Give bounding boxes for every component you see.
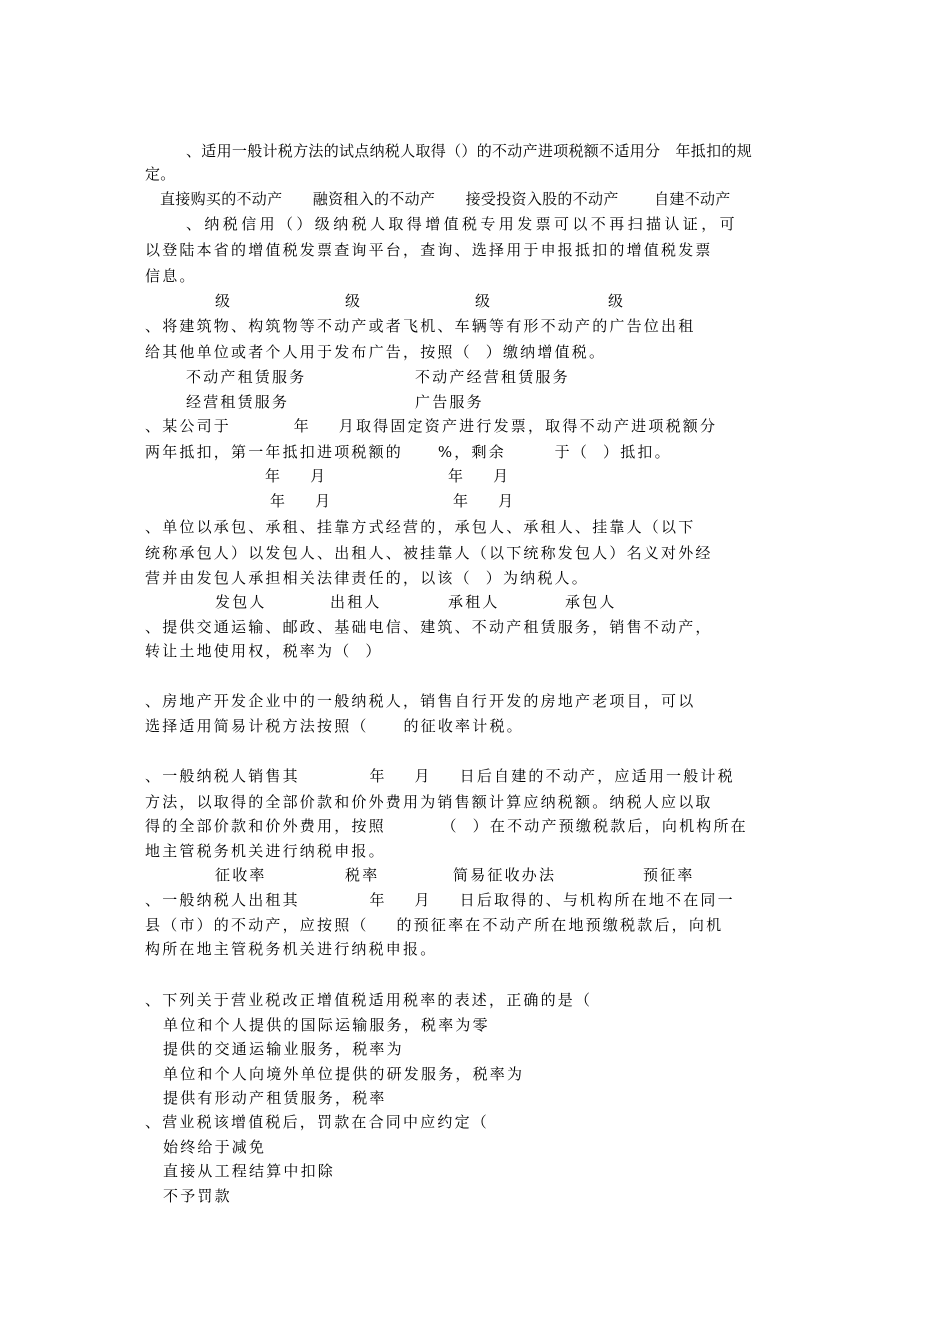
q5-line-3: 营并由发包人承担相关法律责任的，以该（ ）为纳税人。 bbox=[145, 569, 589, 587]
q8-line-1: 、一般纳税人销售其 年 月 日后自建的不动产，应适用一般计税 bbox=[145, 767, 735, 785]
q2-line-2: 以登陆本省的增值税发票查询平台，查询、选择用于申报抵扣的增值税发票 bbox=[145, 241, 713, 259]
q4-option-c: 年 月 bbox=[270, 492, 333, 510]
q5-line-1: 、单位以承包、承租、挂靠方式经营的，承包人、承租人、挂靠人（以下 bbox=[145, 518, 696, 536]
q10-option-a: 单位和个人提供的国际运输服务，税率为零 bbox=[163, 1016, 490, 1034]
q11-option-a: 始终给于减免 bbox=[163, 1138, 267, 1156]
q6-line-1: 、提供交通运输、邮政、基础电信、建筑、不动产租赁服务，销售不动产， bbox=[145, 618, 713, 636]
q9-line-2: 县（市）的不动产，应按照（ 的预征率在不动产所在地预缴税款后，向机 bbox=[145, 916, 724, 934]
q5-option-d: 承包人 bbox=[565, 593, 617, 611]
q3-option-a: 不动产租赁服务 bbox=[186, 368, 307, 386]
q11-line-1: 、营业税该增值税后，罚款在合同中应约定（ bbox=[145, 1113, 490, 1131]
q8-option-b: 税率 bbox=[345, 866, 380, 884]
q2-line-3: 信息。 bbox=[145, 267, 197, 285]
q8-option-d: 预征率 bbox=[643, 866, 695, 884]
q8-line-3: 得的全部价款和价外费用，按照 （ ）在不动产预缴税款后，向机构所在 bbox=[145, 817, 748, 835]
q8-option-a: 征收率 bbox=[215, 866, 267, 884]
q8-line-4: 地主管税务机关进行纳税申报。 bbox=[145, 842, 386, 860]
q7-line-1: 、房地产开发企业中的一般纳税人，销售自行开发的房地产老项目，可以 bbox=[145, 692, 696, 710]
q4-option-a: 年 月 bbox=[265, 467, 328, 485]
q4-option-b: 年 月 bbox=[448, 467, 511, 485]
q2-line-1: 、纳税信用（）级纳税人取得增值税专用发票可以不再扫描认证，可 bbox=[186, 215, 739, 233]
q3-option-d: 广告服务 bbox=[415, 393, 484, 411]
q9-line-3: 构所在地主管税务机关进行纳税申报。 bbox=[145, 940, 438, 958]
q11-option-c: 不予罚款 bbox=[163, 1187, 232, 1205]
q5-option-c: 承租人 bbox=[448, 593, 500, 611]
q4-option-d: 年 月 bbox=[453, 492, 516, 510]
q7-line-2: 选择适用简易计税方法按照（ 的征收率计税。 bbox=[145, 717, 524, 735]
q1-line-2: 定。 bbox=[145, 165, 176, 183]
q2-option-a: 级 bbox=[215, 292, 233, 310]
q8-line-2: 方法，以取得的全部价款和价外费用为销售额计算应纳税额。纳税人应以取 bbox=[145, 793, 713, 811]
q9-line-1: 、一般纳税人出租其 年 月 日后取得的、与机构所在地不在同一 bbox=[145, 891, 735, 909]
q8-option-c: 简易征收办法 bbox=[453, 866, 557, 884]
q4-line-2: 两年抵扣，第一年抵扣进项税额的 %，剩余 于（ ）抵扣。 bbox=[145, 443, 672, 461]
q3-option-b: 不动产经营租赁服务 bbox=[415, 368, 570, 386]
q3-line-1: 、将建筑物、构筑物等不动产或者飞机、车辆等有形不动产的广告位出租 bbox=[145, 317, 696, 335]
q10-option-c: 单位和个人向境外单位提供的研发服务，税率为 bbox=[163, 1065, 525, 1083]
q4-line-1: 、某公司于 年 月取得固定资产进行发票，取得不动产进项税额分 bbox=[145, 417, 718, 435]
q6-line-2: 转让土地使用权，税率为（ ） bbox=[145, 642, 383, 660]
q10-option-b: 提供的交通运输业服务，税率为 bbox=[163, 1040, 404, 1058]
q5-option-a: 发包人 bbox=[215, 593, 267, 611]
q2-option-c: 级 bbox=[475, 292, 493, 310]
q5-option-b: 出租人 bbox=[330, 593, 382, 611]
q3-line-2: 给其他单位或者个人用于发布广告，按照（ ）缴纳增值税。 bbox=[145, 343, 607, 361]
q10-option-d: 提供有形动产租赁服务，税率 bbox=[163, 1089, 387, 1107]
q1-options: 直接购买的不动产 融资租入的不动产 接受投资入股的不动产 自建不动产 bbox=[160, 190, 731, 208]
q3-option-c: 经营租赁服务 bbox=[186, 393, 290, 411]
q2-option-d: 级 bbox=[608, 292, 626, 310]
q1-line-1: 、适用一般计税方法的试点纳税人取得（）的不动产进项税额不适用分 年抵扣的规 bbox=[186, 142, 753, 160]
q2-option-b: 级 bbox=[345, 292, 363, 310]
q10-line-1: 、下列关于营业税改正增值税适用税率的表述，正确的是（ bbox=[145, 991, 593, 1009]
q11-option-b: 直接从工程结算中扣除 bbox=[163, 1162, 336, 1180]
q5-line-2: 统称承包人）以发包人、出租人、被挂靠人（以下统称发包人）名义对外经 bbox=[145, 544, 713, 562]
